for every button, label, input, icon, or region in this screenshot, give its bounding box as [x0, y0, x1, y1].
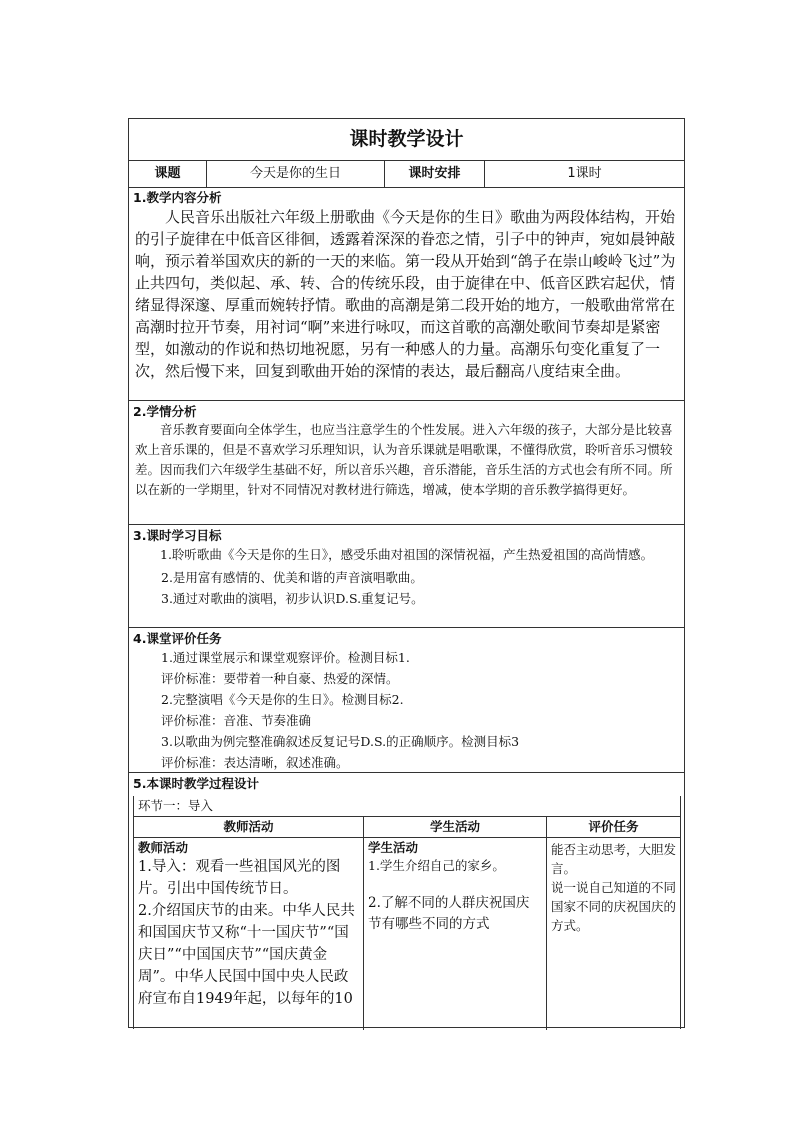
assessment-line: 1.通过课堂展示和课堂观察评价。检测目标1. [161, 650, 410, 665]
teacher-heading: 教师活动 [138, 840, 189, 855]
content-analysis-text: 人民音乐出版社六年级上册歌曲《今天是你的生日》歌曲为两段体结构，开始的引子旋律在中低音区徘徊，透露着深深的眷恋之情，引子中的钟声，宛如晨钟敲响，预示着举国欢庆的新的一天的来临。第一段从开始到“鸽子在崇山峻岭飞过”为止共四句，类似起、承、转、合的传统乐段，由于旋律在中、低音区跌宕起伏，情绪显得深邃、厚重而婉转抒情。歌曲的高潮是第二段开始的地方，一般歌曲常常在高潮时拉开节奏，用衬词“啊”来进行咏叹，而这首歌的高潮处歌间节奏却是紧密型，如激动的作说和热切地祝愿，另有一种感人的力量。高潮乐句变化重复了一次，然后慢下来，回复到歌曲开始的深情的表达，最后翻高八度结束全曲。 [135, 208, 676, 380]
col-eval-header: 评价任务 [588, 819, 639, 834]
process-table [133, 796, 681, 1029]
topic-value: 今天是你的生日 [207, 160, 385, 187]
assessment-line: 评价标准：音准、节奏准确 [161, 713, 312, 728]
eval-cell [547, 838, 680, 1030]
col-teacher-header: 教师活动 [134, 817, 364, 837]
learner-analysis-section [129, 401, 684, 525]
objectives-heading: 3.课时学习目标 [133, 528, 222, 543]
teacher-step: 2.介绍国庆节的由来。中华人民共和国国庆节又称“十一国庆节”“国庆日”“中国国庆节”“国庆黄金周”。中华人民国中国中央人民政府宣布自1949年起，以每年的10 [138, 903, 355, 1007]
schedule-label: 课时安排 [385, 160, 485, 187]
objectives-section [129, 525, 684, 628]
content-analysis-section [129, 187, 684, 401]
page-title: 课时教学设计 [129, 119, 684, 161]
teacher-cell [134, 838, 364, 1030]
topic-label: 课题 [129, 160, 207, 187]
content-analysis-heading: 1.教学内容分析 [133, 190, 222, 205]
student-step: 2.了解不同的人群庆祝国庆节有哪些不同的方式 [368, 895, 530, 932]
stage-label: 环节一：导入 [134, 796, 680, 817]
eval-task: 能否主动思考，大胆发言。 [551, 842, 677, 876]
col-student-header: 学生活动 [364, 817, 547, 837]
assessment-line: 3.以歌曲为例完整准确叙述反复记号D.S.的正确顺序。检测目标3 [161, 734, 520, 749]
student-step: 1.学生介绍自己的家乡。 [368, 858, 505, 873]
lesson-plan-table [128, 118, 685, 1028]
objective-item: 3.通过对歌曲的演唱，初步认识D.S.重复记号。 [161, 591, 424, 606]
process-heading: 5.本课时教学过程设计 [133, 776, 259, 791]
learner-analysis-heading: 2.学情分析 [133, 404, 197, 419]
schedule-value: 1课时 [567, 166, 602, 181]
process-section [129, 773, 684, 796]
assessment-line: 评价标准：表达清晰，叙述准确。 [161, 755, 349, 770]
objective-item: 1.聆听歌曲《今天是你的生日》，感受乐曲对祖国的深情祝福，产生热爱祖国的高尚情感。 [160, 547, 654, 562]
objective-item: 2.是用富有感情的、优美和谐的声音演唱歌曲。 [161, 570, 423, 585]
assessment-heading: 4.课堂评价任务 [133, 631, 222, 646]
eval-task: 说一说自己知道的不同国家不同的庆祝国庆的方式。 [551, 880, 677, 933]
assessment-section [129, 628, 684, 773]
assessment-line: 2.完整演唱《今天是你的生日》。检测目标2. [161, 692, 404, 707]
learner-analysis-text: 音乐教育要面向全体学生，也应当注意学生的个性发展。进入六年级的孩子，大部分是比较喜欢上音乐课的，但是不喜欢学习乐理知识，认为音乐课就是唱歌课，不懂得欣赏，聆听音乐习惯较差。因而我们六年级学生基础不好，所以音乐兴趣，音乐潜能，音乐生活的方式也会有所不同。所以在新的一学期里，针对不同情况对教材进行筛选，增减，使本学期的音乐教学搞得更好。 [135, 422, 673, 497]
teacher-step: 1.导入：观看一些祖国风光的图片。引出中国传统节日。 [138, 859, 341, 897]
process-columns [134, 817, 680, 838]
student-cell [364, 838, 547, 1030]
process-row [134, 838, 680, 1030]
assessment-line: 评价标准：要带着一种自豪、热爱的深情。 [161, 671, 399, 686]
meta-row [129, 160, 684, 188]
student-heading: 学生活动 [368, 840, 419, 855]
